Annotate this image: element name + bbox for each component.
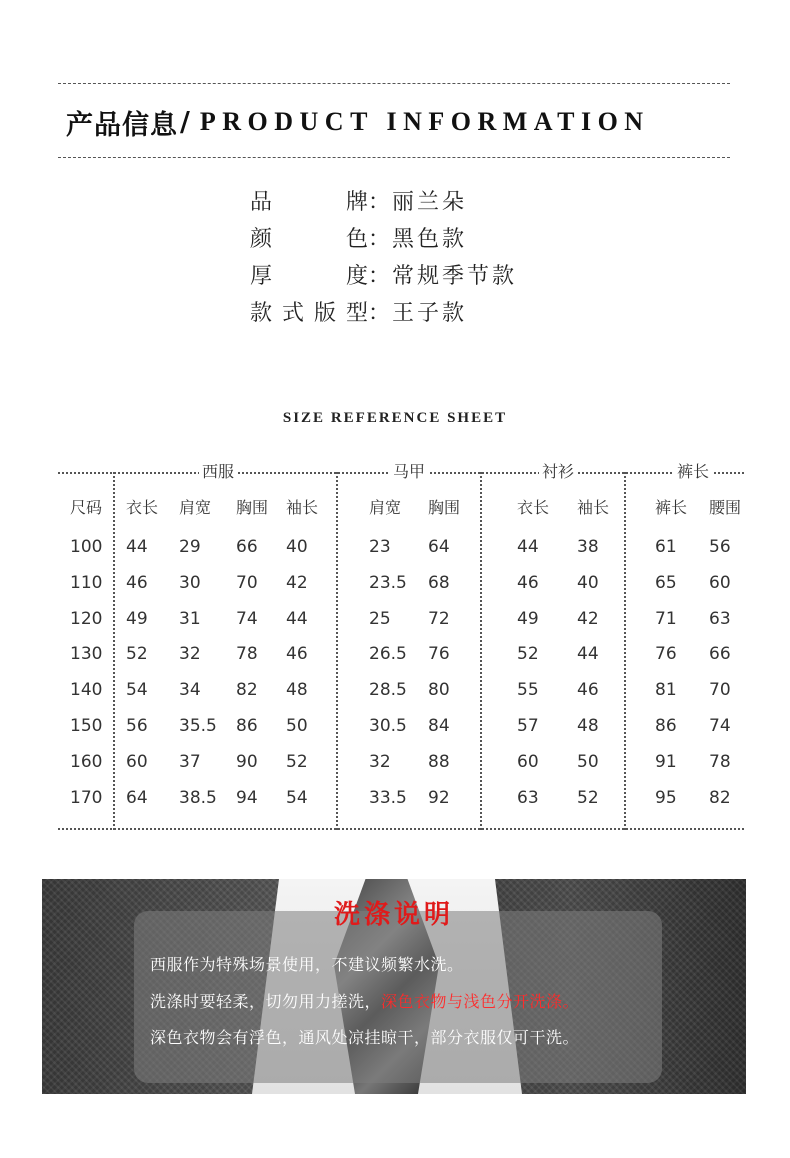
table-cell: 46 — [286, 644, 308, 665]
table-cell: 74 — [236, 608, 258, 629]
table-cell: 72 — [428, 608, 450, 629]
table-cell: 57 — [517, 716, 539, 736]
size-label-cell: 150 — [70, 716, 103, 736]
table-cell: 48 — [286, 680, 308, 701]
info-label: 款 式 版 型 — [250, 301, 368, 326]
info-value: 常规季节款 — [392, 264, 518, 289]
table-cell: 46 — [577, 680, 599, 701]
table-header-cell: 尺码 — [70, 498, 103, 517]
washing-line-2 — [150, 989, 579, 1012]
table-cell: 52 — [286, 751, 308, 772]
table-bottom-rule — [58, 828, 744, 830]
table-cell: 56 — [126, 716, 148, 736]
info-label: 品 牌 — [250, 190, 368, 215]
table-cell: 66 — [236, 537, 258, 557]
size-sheet-title: SIZE REFERENCE SHEET — [282, 410, 508, 426]
table-cell: 40 — [286, 537, 308, 557]
size-label-cell: 100 — [70, 537, 103, 557]
table-header-cell: 袖长 — [577, 498, 610, 517]
washing-instructions-banner — [42, 879, 746, 1094]
table-cell: 26.5 — [369, 644, 407, 665]
table-cell: 86 — [655, 716, 677, 736]
table-cell: 32 — [179, 644, 201, 665]
table-cell: 44 — [126, 537, 148, 557]
table-cell: 37 — [179, 751, 201, 772]
table-column-divider — [624, 472, 626, 830]
product-info-heading — [66, 100, 650, 144]
table-cell: 32 — [369, 751, 391, 772]
table-cell: 48 — [577, 716, 599, 736]
table-cell: 76 — [655, 644, 677, 665]
table-cell: 74 — [709, 716, 731, 736]
size-group-label: 裤长 — [674, 460, 712, 484]
table-cell: 54 — [286, 787, 308, 808]
size-label-cell: 160 — [70, 751, 103, 772]
washing-title: 洗涤说明 — [333, 900, 454, 930]
table-cell: 66 — [709, 644, 731, 665]
table-cell: 54 — [126, 680, 148, 701]
info-row — [250, 256, 517, 293]
table-cell: 78 — [709, 751, 731, 772]
size-label-cell: 120 — [70, 608, 103, 629]
heading-cn: 产品信息 — [66, 109, 178, 141]
table-cell: 46 — [517, 572, 539, 593]
heading-slash: / — [180, 106, 190, 138]
table-cell: 30 — [179, 572, 201, 593]
table-cell: 60 — [126, 751, 148, 772]
table-cell: 65 — [655, 572, 677, 593]
size-label-cell: 110 — [70, 572, 103, 593]
table-cell: 49 — [126, 608, 148, 629]
table-cell: 82 — [709, 787, 731, 808]
table-cell: 28.5 — [369, 680, 407, 701]
table-cell: 60 — [517, 751, 539, 772]
table-cell: 56 — [709, 537, 731, 557]
washing-line-3: 深色衣物会有浮色，通风处凉挂晾干，部分衣服仅可干洗。 — [150, 1028, 580, 1047]
table-cell: 50 — [286, 716, 308, 736]
washing-line-1: 西服作为特殊场景使用，不建议频繁水洗。 — [150, 955, 464, 974]
table-cell: 40 — [577, 572, 599, 593]
info-row — [250, 182, 517, 219]
table-cell: 86 — [236, 716, 258, 736]
table-cell: 81 — [655, 680, 677, 701]
table-cell: 52 — [126, 644, 148, 665]
table-cell: 60 — [709, 572, 731, 593]
size-label-cell: 140 — [70, 680, 103, 701]
table-header-cell: 衣长 — [126, 498, 159, 517]
table-header-cell: 衣长 — [517, 498, 550, 517]
table-cell: 63 — [709, 608, 731, 629]
table-header-cell: 肩宽 — [179, 498, 212, 517]
table-cell: 49 — [517, 608, 539, 629]
size-group-label: 西服 — [199, 460, 237, 484]
size-group-label: 马甲 — [390, 460, 428, 484]
table-cell: 90 — [236, 751, 258, 772]
table-cell: 46 — [126, 572, 148, 593]
table-cell: 42 — [286, 572, 308, 593]
table-cell: 44 — [517, 537, 539, 557]
table-cell: 55 — [517, 680, 539, 701]
table-header-cell: 袖长 — [286, 498, 319, 517]
table-cell: 52 — [577, 787, 599, 808]
size-label-cell: 130 — [70, 644, 103, 665]
table-cell: 31 — [179, 608, 201, 629]
table-header-cell: 裤长 — [655, 498, 688, 517]
table-column-divider — [113, 472, 115, 830]
size-group-label: 衬衫 — [539, 460, 577, 484]
table-header-cell: 胸围 — [428, 498, 461, 517]
table-cell: 71 — [655, 608, 677, 629]
table-cell: 64 — [126, 787, 148, 808]
top-divider — [58, 83, 730, 84]
size-label-cell: 170 — [70, 787, 103, 808]
table-cell: 70 — [709, 680, 731, 701]
table-cell: 34 — [179, 680, 201, 701]
washing-line-2-highlight: 深色衣物与浅色分开洗涤。 — [381, 992, 580, 1011]
table-cell: 33.5 — [369, 787, 407, 808]
table-cell: 38 — [577, 537, 599, 557]
bottom-divider — [58, 157, 730, 158]
info-value: 王子款 — [392, 301, 468, 326]
info-value: 丽兰朵 — [392, 190, 468, 215]
table-header-cell: 腰围 — [709, 498, 742, 517]
table-cell: 42 — [577, 608, 599, 629]
table-cell: 63 — [517, 787, 539, 808]
info-row — [250, 219, 517, 256]
info-colon: ： — [368, 190, 391, 215]
table-cell: 44 — [577, 644, 599, 665]
table-cell: 91 — [655, 751, 677, 772]
table-header-cell: 胸围 — [236, 498, 269, 517]
info-label: 厚 度 — [250, 264, 368, 289]
table-cell: 70 — [236, 572, 258, 593]
table-cell: 92 — [428, 787, 450, 808]
heading-en: PRODUCT INFORMATION — [199, 107, 650, 136]
table-cell: 23.5 — [369, 572, 407, 593]
table-cell: 35.5 — [179, 716, 217, 736]
washing-line-2-text: 洗涤时要轻柔，切勿用力搓洗， — [150, 992, 382, 1011]
table-cell: 68 — [428, 572, 450, 593]
table-cell: 23 — [369, 537, 391, 557]
table-cell: 95 — [655, 787, 677, 808]
table-cell: 76 — [428, 644, 450, 665]
table-cell: 78 — [236, 644, 258, 665]
info-value: 黑色款 — [392, 227, 468, 252]
product-info-list — [250, 182, 517, 330]
table-cell: 38.5 — [179, 787, 217, 808]
table-column-divider — [336, 472, 338, 830]
table-cell: 88 — [428, 751, 450, 772]
info-colon: ： — [368, 227, 391, 252]
table-cell: 80 — [428, 680, 450, 701]
table-cell: 84 — [428, 716, 450, 736]
table-cell: 52 — [517, 644, 539, 665]
table-cell: 44 — [286, 608, 308, 629]
table-cell: 94 — [236, 787, 258, 808]
table-cell: 50 — [577, 751, 599, 772]
table-header-cell: 肩宽 — [369, 498, 402, 517]
info-row — [250, 293, 517, 330]
table-cell: 61 — [655, 537, 677, 557]
info-colon: ： — [368, 264, 391, 289]
info-colon: ： — [368, 301, 391, 326]
table-cell: 82 — [236, 680, 258, 701]
table-cell: 29 — [179, 537, 201, 557]
table-cell: 25 — [369, 608, 391, 629]
table-cell: 64 — [428, 537, 450, 557]
table-column-divider — [480, 472, 482, 830]
table-cell: 30.5 — [369, 716, 407, 736]
info-label: 颜 色 — [250, 227, 368, 252]
